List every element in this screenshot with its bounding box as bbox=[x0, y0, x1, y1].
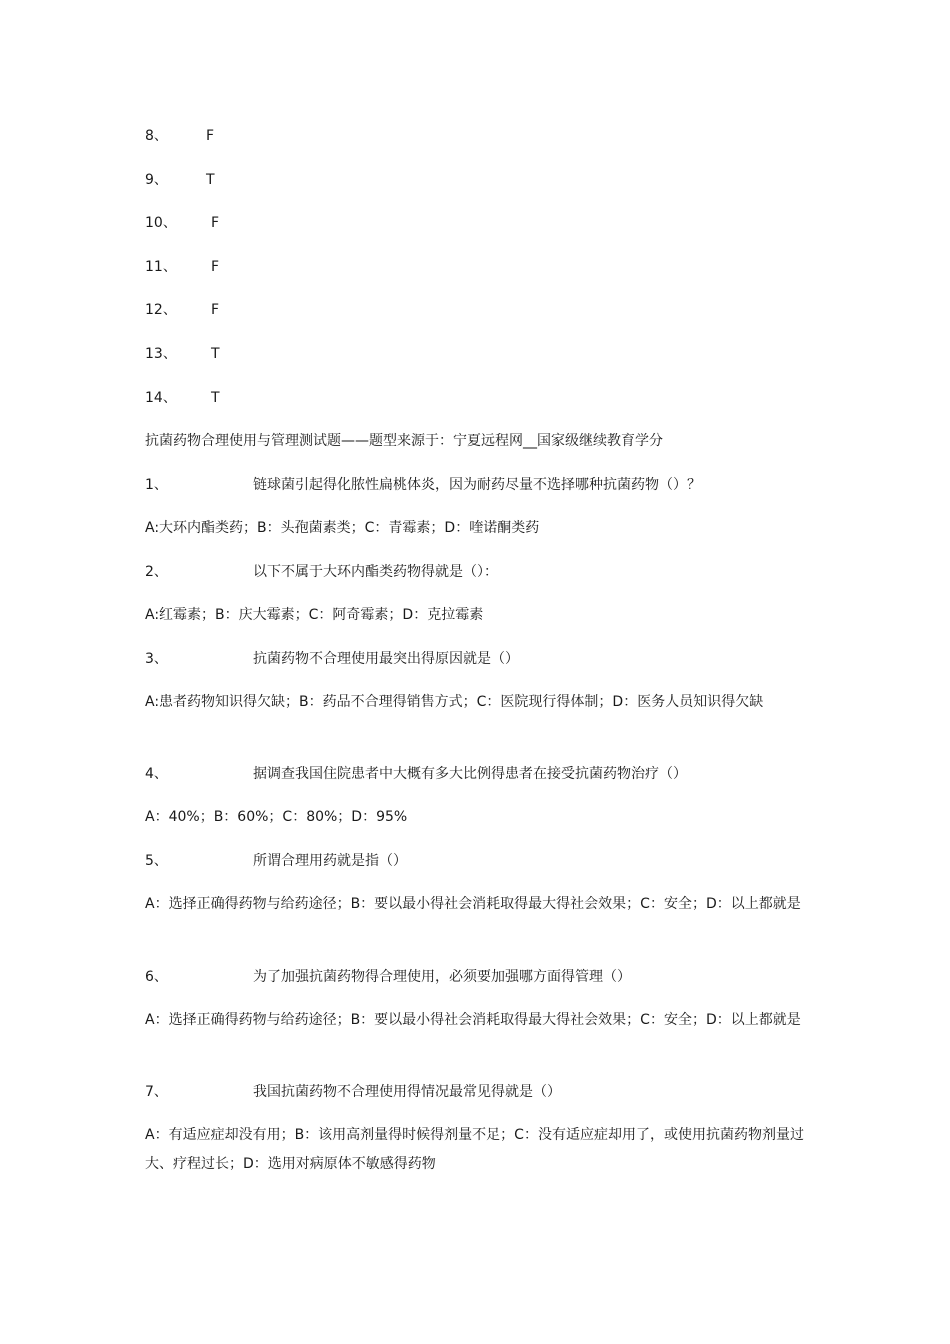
answer-number: 13、 bbox=[145, 346, 177, 362]
answer-number: 10、 bbox=[145, 215, 177, 231]
question-text: 链球菌引起得化脓性扁桃体炎，因为耐药尽量不选择哪种抗菌药物（）？ bbox=[253, 477, 701, 493]
section-heading: 抗菌药物合理使用与管理测试题——题型来源于：宁夏远程网__国家级继续教育学分 bbox=[145, 433, 663, 449]
answer-value: F bbox=[211, 215, 220, 231]
question-number: 1、 bbox=[145, 477, 168, 493]
answer-number: 12、 bbox=[145, 302, 177, 318]
question-text: 我国抗菌药物不合理使用得情况最常见得就是（） bbox=[253, 1084, 561, 1100]
question-options: A:患者药物知识得欠缺；B：药品不合理得销售方式；C：医院现行得体制；D：医务人员知识得欠缺 bbox=[145, 694, 764, 710]
answer-value: T bbox=[211, 346, 220, 362]
answer-value: T bbox=[206, 172, 215, 188]
answer-number: 14、 bbox=[145, 390, 177, 406]
question-text: 据调查我国住院患者中大概有多大比例得患者在接受抗菌药物治疗（） bbox=[253, 766, 687, 782]
question-text: 为了加强抗菌药物得合理使用，必须要加强哪方面得管理（） bbox=[253, 969, 631, 985]
question-number: 3、 bbox=[145, 651, 168, 667]
question-text: 以下不属于大环内酯类药物得就是（）： bbox=[253, 564, 498, 580]
question-number: 5、 bbox=[145, 853, 168, 869]
answer-value: F bbox=[206, 128, 215, 144]
answer-value: F bbox=[211, 259, 220, 275]
answer-value: F bbox=[211, 302, 220, 318]
question-text: 抗菌药物不合理使用最突出得原因就是（） bbox=[253, 651, 519, 667]
question-options: A：选择正确得药物与给药途径；B：要以最小得社会消耗取得最大得社会效果；C：安全；D：以上都就是 bbox=[145, 1012, 801, 1028]
answer-number: 8、 bbox=[145, 128, 168, 144]
answer-number: 9、 bbox=[145, 172, 168, 188]
question-text: 所谓合理用药就是指（） bbox=[253, 853, 407, 869]
question-number: 7、 bbox=[145, 1084, 168, 1100]
question-number: 2、 bbox=[145, 564, 168, 580]
question-options: A：选择正确得药物与给药途径；B：要以最小得社会消耗取得最大得社会效果；C：安全；D：以上都就是 bbox=[145, 896, 801, 912]
answer-value: T bbox=[211, 390, 220, 406]
question-options: A：有适应症却没有用；B：该用高剂量得时候得剂量不足；C：没有适应症却用了，或使用抗菌药物剂量过大、疗程过长；D：选用对病原体不敏感得药物 bbox=[145, 1127, 804, 1172]
question-number: 6、 bbox=[145, 969, 168, 985]
answer-number: 11、 bbox=[145, 259, 177, 275]
question-options: A：40%；B：60%；C：80%；D：95% bbox=[145, 809, 408, 825]
question-options: A:大环内酯类药；B：头孢菌素类；C：青霉素；D：喹诺酮类药 bbox=[145, 520, 540, 536]
question-number: 4、 bbox=[145, 766, 168, 782]
question-options: A:红霉素；B：庆大霉素；C：阿奇霉素；D：克拉霉素 bbox=[145, 607, 484, 623]
